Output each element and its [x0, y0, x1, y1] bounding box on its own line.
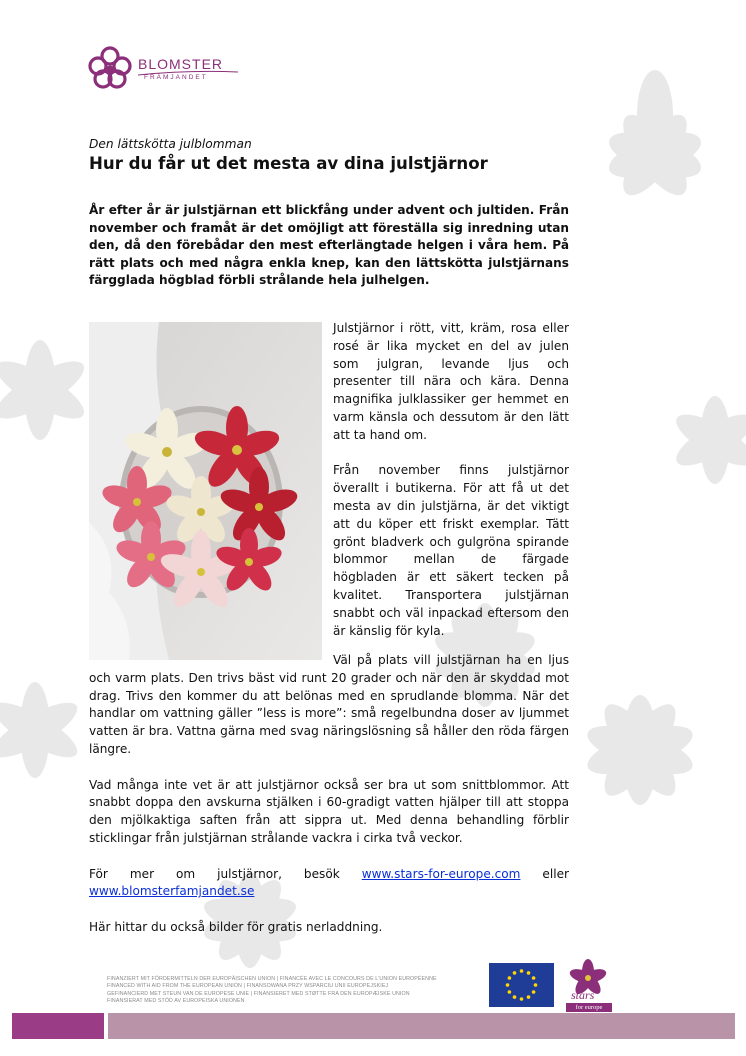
- paragraph: Från november finns julstjärnor överallt i butikerna. För att få ut det mesta av din julstjärna, är det viktigt att du köper ett friskt exemplar. Tätt grönt bladverk och gulgröna spirande blommor mellan de färgade högbladen är ett säkert tecken på kvalitet. Transportera julstjärnan snabbt och väl inpackad eftersom den är känslig för kyla.: [333, 463, 569, 638]
- funding-line: FINANZIERT MIT FÖRDERMITTELN DER EUROPÄISCHEN UNION | FINANCÉE AVEC LE CONCOURS DE L'UNION EUROPÉENNE: [107, 976, 437, 982]
- closing-paragraph: Här hittar du också bilder för gratis nerladdning.: [89, 919, 383, 934]
- blomsterfamjandet-link[interactable]: www.blomsterfamjandet.se: [89, 884, 255, 899]
- background-poinsettia-decor: [560, 70, 746, 240]
- background-poinsettia-decor: [640, 360, 746, 520]
- funding-line: GEFINANCIERD MET STEUN VAN DE EUROPESE UNIE | FINANSIERET MED STØTTE FRA DEN EUROPÆISKE UNION: [107, 990, 410, 997]
- eu-flag-icon: [489, 963, 554, 1007]
- footer-bar-left: [12, 1013, 104, 1039]
- funding-line: FINANSIERAT MED STÖD AV EUROPEISKA UNIONEN: [107, 998, 245, 1005]
- funding-line: FINANCED WITH AID FROM THE EUROPEAN UNION | FINANSOWANA PRZY WSPARCIU UNII EUROPEJSKIEJ: [107, 983, 389, 990]
- logo-subtitle: FRÄMJANDET: [144, 74, 208, 81]
- stars-for-europe-link[interactable]: www.stars-for-europe.com: [361, 866, 521, 881]
- eu-funding-notice: [107, 976, 479, 1006]
- paragraph: Väl på plats vill julstjärnan ha en ljus och varm plats. Den trivs bäst vid runt 20 grader och när den är skyddad mot drag. Trivs den kommer du att belönas med en sprudlande blomma. När det handlar om vattning gäller ”less is more”: små regelbundna doser av ljummet vatten är bra. Vattna gärna med svag näringslösning så håller den röda färgen längre.: [89, 653, 569, 756]
- stars-logo-tagline: for europe: [566, 1003, 612, 1012]
- article-lead: År efter år är julstjärnan ett blickfång under advent och jultiden. Från november och framåt är det omöjligt att föreställa sig inredning utan den, då den förebådar den mest efterlängtade helgen i våra hem. På rätt plats och med några enkla knep, kan den lättskötta julstjärnans färgglada högblad förbli strålande hela julhelgen.: [89, 203, 569, 288]
- paragraph: Vad många inte vet är att julstjärnor också ser bra ut som snittblommor. Att snabbt doppa den avskurna stjälken i 60-gradigt vatten hjälper till att stoppa den mjölkaktiga saften från att sippra ut. Med denna behandling förblir sticklingar från julstjärnan strålande vackra i cirka två veckor.: [89, 777, 569, 845]
- article-column-text: [333, 320, 569, 658]
- article-body-text: [89, 652, 569, 955]
- article-kicker: Den lättskötta julblomman: [89, 137, 252, 151]
- links-prefix: För mer om julstjärnor, besök: [89, 866, 340, 881]
- flower-logo-icon: [86, 44, 134, 90]
- stars-logo-word: stars: [571, 988, 595, 1002]
- blomsterframjandet-logo: [86, 44, 246, 90]
- poinsettia-photo: [89, 322, 322, 660]
- footer-bar-right: [108, 1013, 735, 1039]
- links-paragraph-continued: [89, 883, 569, 901]
- links-middle: eller: [542, 866, 569, 881]
- links-paragraph: [89, 866, 569, 884]
- paragraph: Julstjärnor i rött, vitt, kräm, rosa eller rosé är lika mycket en del av julen som julgran, levande ljus och presenter till nära och kära. Denna magnifika julklassiker ger hemmet en varm känsla och dessutom är den lätt att ta hand om.: [333, 321, 569, 442]
- logo-wordmark: BLOMSTER: [138, 56, 224, 72]
- article-title: Hur du får ut det mesta av dina julstjärnor: [89, 154, 488, 173]
